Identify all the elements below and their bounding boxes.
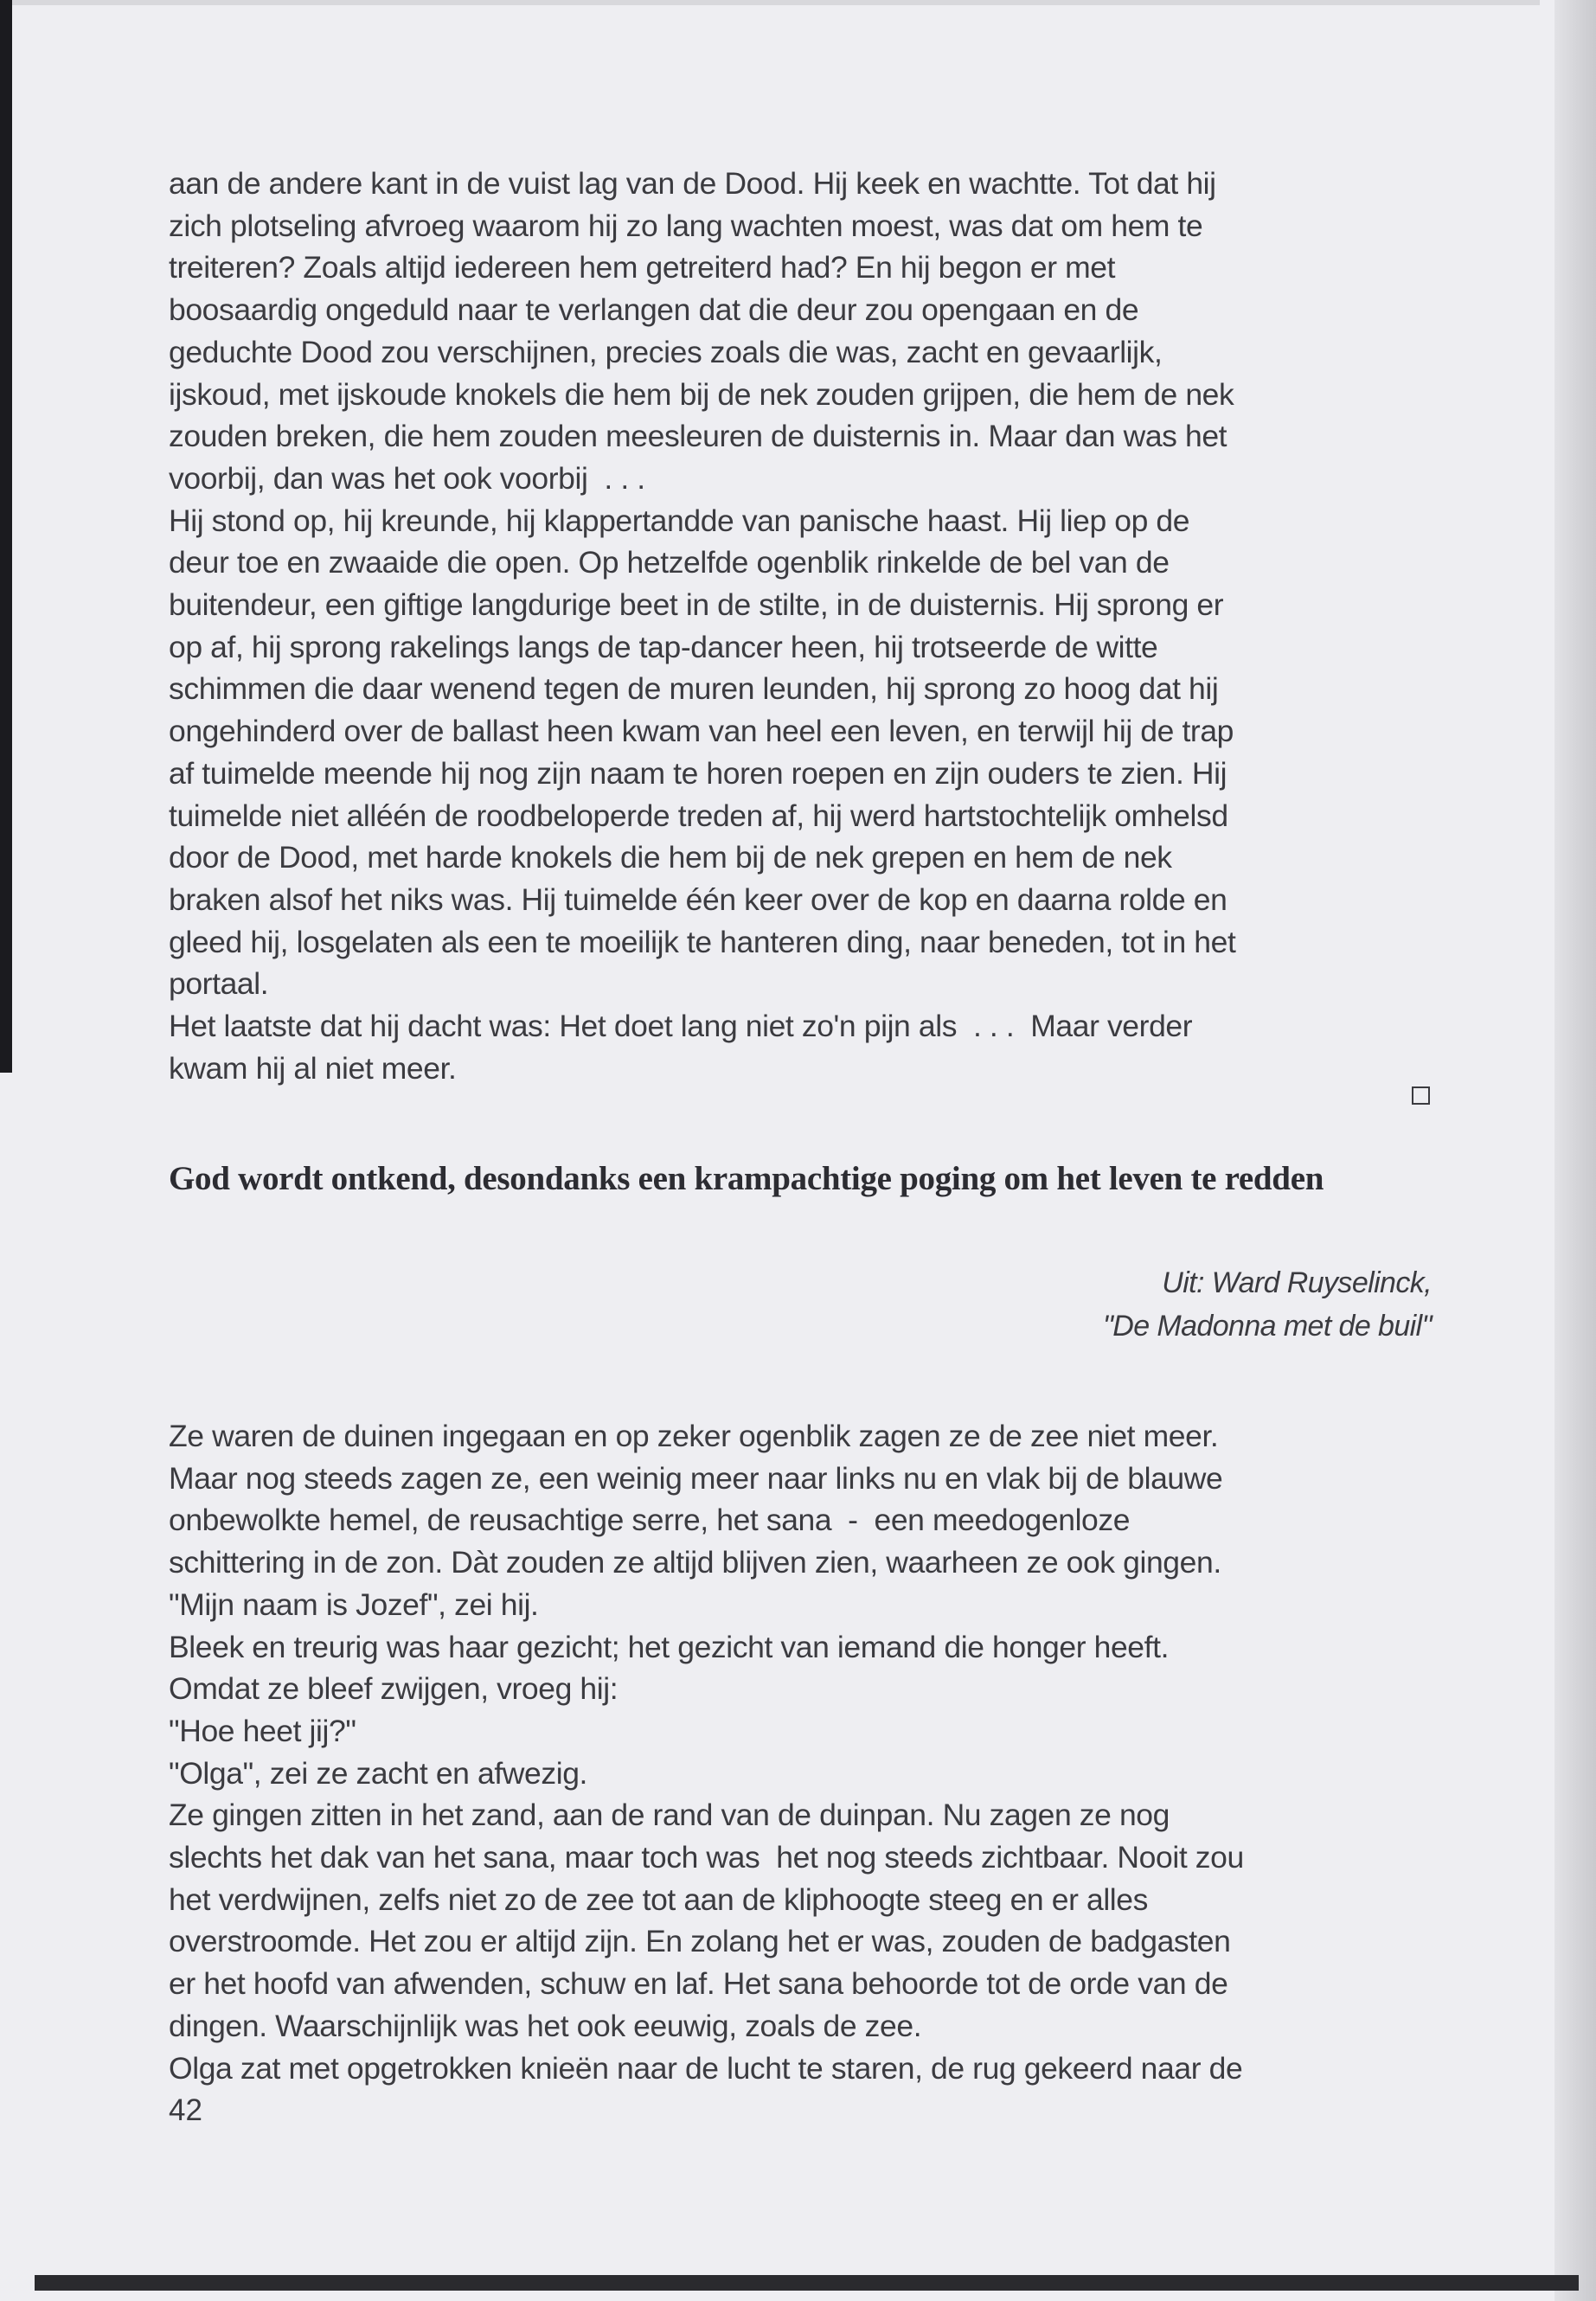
text-line: Het laatste dat hij dacht was: Het doet lang niet zo'n pijn als . . . Maar verder (169, 1009, 1193, 1044)
story-text-part-1 (169, 163, 1449, 1089)
text-line: boosaardig ongeduld naar te verlangen dat die deur zou opengaan en de (169, 292, 1139, 328)
text-line: zouden breken, die hem zouden meesleuren de duisternis in. Maar dan was het (169, 419, 1227, 454)
text-line: schittering in de zon. Dàt zouden ze altijd blijven zien, waarheen ze ook gingen. (169, 1545, 1221, 1580)
end-of-section-square (1412, 1086, 1430, 1105)
text-line: Maar nog steeds zagen ze, een weinig meer naar links nu en vlak bij de blauwe (169, 1460, 1223, 1496)
text-line: overstroomde. Het zou er altijd zijn. En zolang het er was, zouden de badgasten (169, 1924, 1231, 1959)
text-line: portaal. (169, 966, 269, 1002)
text-line: door de Dood, met harde knokels die hem bij de nek grepen en hem de nek (169, 840, 1172, 875)
text-line: voorbij, dan was het ook voorbij . . . (169, 460, 645, 496)
text-line: treiteren? Zoals altijd iedereen hem getreiterd had? En hij begon er met (169, 250, 1116, 285)
text-line: schimmen die daar wenend tegen de muren leunden, hij sprong zo hoog dat hij (169, 671, 1219, 707)
scan-edge-bottom (35, 2275, 1579, 2291)
source-attribution (1103, 1261, 1432, 1348)
text-line: Ze waren de duinen ingegaan en op zeker ogenblik zagen ze de zee niet meer. (169, 1419, 1219, 1453)
text-line: geduchte Dood zou verschijnen, precies zoals die was, zacht en gevaarlijk, (169, 334, 1163, 369)
text-line: Bleek en treurig was haar gezicht; het gezicht van iemand die honger heeft. (169, 1629, 1170, 1664)
attribution-author: Uit: Ward Ruyselinck, (1162, 1266, 1432, 1299)
text-line: af tuimelde meende hij nog zijn naam te horen roepen en zijn ouders te zien. Hij (169, 755, 1227, 791)
text-line: aan de andere kant in de vuist lag van de Dood. Hij keek en wachtte. Tot dat hij (169, 166, 1216, 201)
scan-edge-top (0, 0, 1540, 5)
page-number: 42 (169, 2093, 202, 2127)
text-line: "Olga", zei ze zacht en afwezig. (169, 1755, 588, 1791)
attribution-title: "De Madonna met de buil" (1102, 1310, 1432, 1343)
text-line: kwam hij al niet meer. (169, 1050, 457, 1086)
text-line: ongehinderd over de ballast heen kwam van heel een leven, en terwijl hij de trap (169, 714, 1234, 749)
text-line: Hij stond op, hij kreunde, hij klappertandde van panische haast. Hij liep op de (169, 503, 1190, 538)
text-line: zich plotseling afvroeg waarom hij zo lang wachten moest, was dat om hem te (169, 208, 1203, 243)
text-line: deur toe en zwaaide die open. Op hetzelfde ogenblik rinkelde de bel van de (169, 545, 1170, 580)
text-line: Olga zat met opgetrokken knieën naar de lucht te staren, de rug gekeerd naar de (169, 2050, 1243, 2086)
text-line: gleed hij, losgelaten als een te moeilijk te hanteren ding, naar beneden, tot in het (169, 924, 1236, 959)
text-line: braken alsof het niks was. Hij tuimelde één keer over de kop en daarna rolde en (169, 881, 1227, 917)
text-line: ijskoud, met ijskoude knokels die hem bij de nek zouden grijpen, die hem de nek (169, 376, 1234, 412)
text-line: "Hoe heet jij?" (169, 1713, 356, 1748)
text-line: onbewolkte hemel, de reusachtige serre, het sana - een meedogenloze (169, 1503, 1131, 1538)
text-line: Omdat ze bleef zwijgen, vroeg hij: (169, 1671, 619, 1707)
text-line: Ze gingen zitten in het zand, aan de rand van de duinpan. Nu zagen ze nog (169, 1798, 1170, 1833)
section-heading: God wordt ontkend, desondanks een krampachtige poging om het leven te redden (169, 1160, 1324, 1197)
scan-edge-right (1554, 0, 1596, 2301)
text-line: er het hoofd van afwenden, schuw en laf. Het sana behoorde tot de orde van de (169, 1966, 1228, 2002)
text-line: tuimelde niet alléén de roodbeloperde treden af, hij werd hartstochtelijk omhelsd (169, 798, 1228, 833)
text-line: dingen. Waarschijnlijk was het ook eeuwig, zoals de zee. (169, 2008, 922, 2043)
text-line: op af, hij sprong rakelings langs de tap-dancer heen, hij trotseerde de witte (169, 629, 1158, 664)
text-line: buitendeur, een giftige langdurige beet in de stilte, in de duisternis. Hij sprong er (169, 587, 1224, 623)
text-line: "Mijn naam is Jozef", zei hij. (169, 1586, 539, 1622)
story-text-part-2 (169, 1415, 1449, 2089)
text-line: slechts het dak van het sana, maar toch was het nog steeds zichtbaar. Nooit zou (169, 1840, 1244, 1875)
text-line: het verdwijnen, zelfs niet zo de zee tot aan de kliphoogte steeg en er alles (169, 1881, 1148, 1917)
scan-edge-left (0, 0, 12, 1073)
